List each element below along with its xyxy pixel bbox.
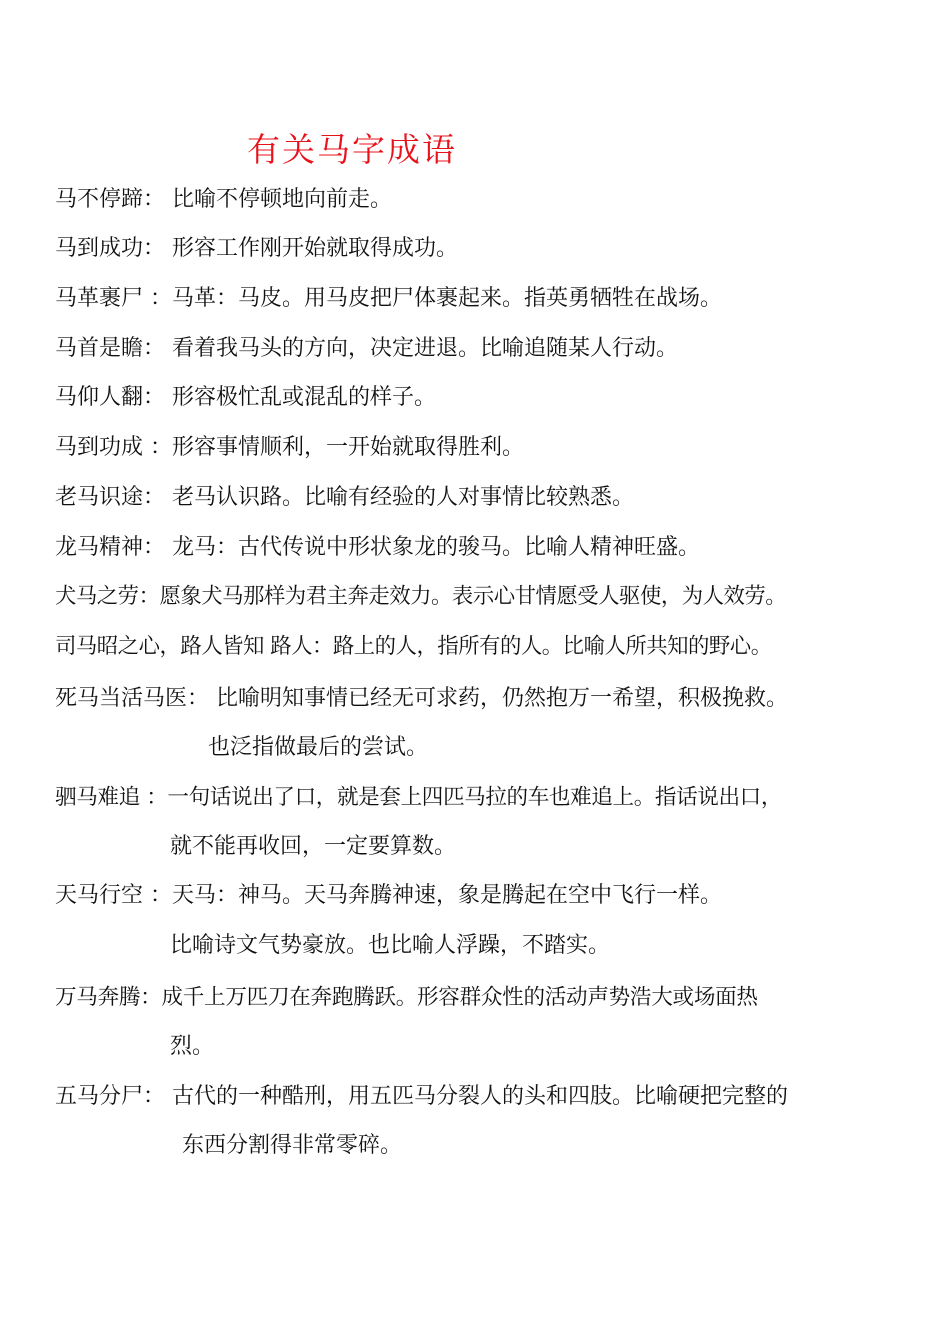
page-title: 有关马字成语 (247, 130, 457, 169)
idiom-line: 死马当活马医： 比喻明知事情已经无可求药，仍然抱万一希望，积极挽救。 (55, 686, 788, 711)
idiom-continuation: 就不能再收回，一定要算数。 (170, 834, 457, 859)
idiom-continuation: 烈。 (170, 1034, 215, 1059)
idiom-line: 马不停蹄： 比喻不停顿地向前走。 (55, 187, 392, 212)
idiom-line: 马到成功： 形容工作刚开始就取得成功。 (55, 236, 458, 261)
idiom-line: 驷马难追 ：一句话说出了口，就是套上四匹马拉的车也难追上。指话说出口， (55, 785, 783, 810)
idiom-line: 龙马精神： 龙马：古代传说中形状象龙的骏马。比喻人精神旺盛。 (55, 535, 700, 560)
idiom-line: 司马昭之心，路人皆知 路人：路上的人，指所有的人。比喻人所共知的野心。 (55, 634, 772, 659)
idiom-line: 马到功成 ：形容事情顺利，一开始就取得胜利。 (55, 435, 524, 460)
idiom-line: 犬马之劳：愿象犬马那样为君主奔走效力。表示心甘情愿受人驱使，为人效劳。 (55, 584, 787, 609)
idiom-continuation: 比喻诗文气势豪放。也比喻人浮躁，不踏实。 (170, 933, 611, 958)
idiom-continuation: 也泛指做最后的尝试。 (208, 735, 429, 760)
idiom-line: 老马识途： 老马认识路。比喻有经验的人对事情比较熟悉。 (55, 485, 634, 510)
idiom-line: 天马行空 ：天马：神马。天马奔腾神速，象是腾起在空中飞行一样。 (55, 883, 722, 908)
idiom-line: 马仰人翻： 形容极忙乱或混乱的样子。 (55, 385, 436, 410)
idiom-line: 马首是瞻： 看着我马头的方向，决定进退。比喻追随某人行动。 (55, 336, 678, 361)
idiom-line: 万马奔腾：成千上万匹刀在奔跑腾跃。形容群众性的活动声势浩大或场面热 (55, 985, 758, 1010)
idiom-continuation: 东西分割得非常零碎。 (182, 1133, 403, 1158)
idiom-line: 马革裹尸 ：马革：马皮。用马皮把尸体裹起来。指英勇牺牲在战场。 (55, 286, 722, 311)
idiom-line: 五马分尸： 古代的一种酷刑，用五匹马分裂人的头和四肢。比喻硬把完整的 (55, 1084, 788, 1109)
